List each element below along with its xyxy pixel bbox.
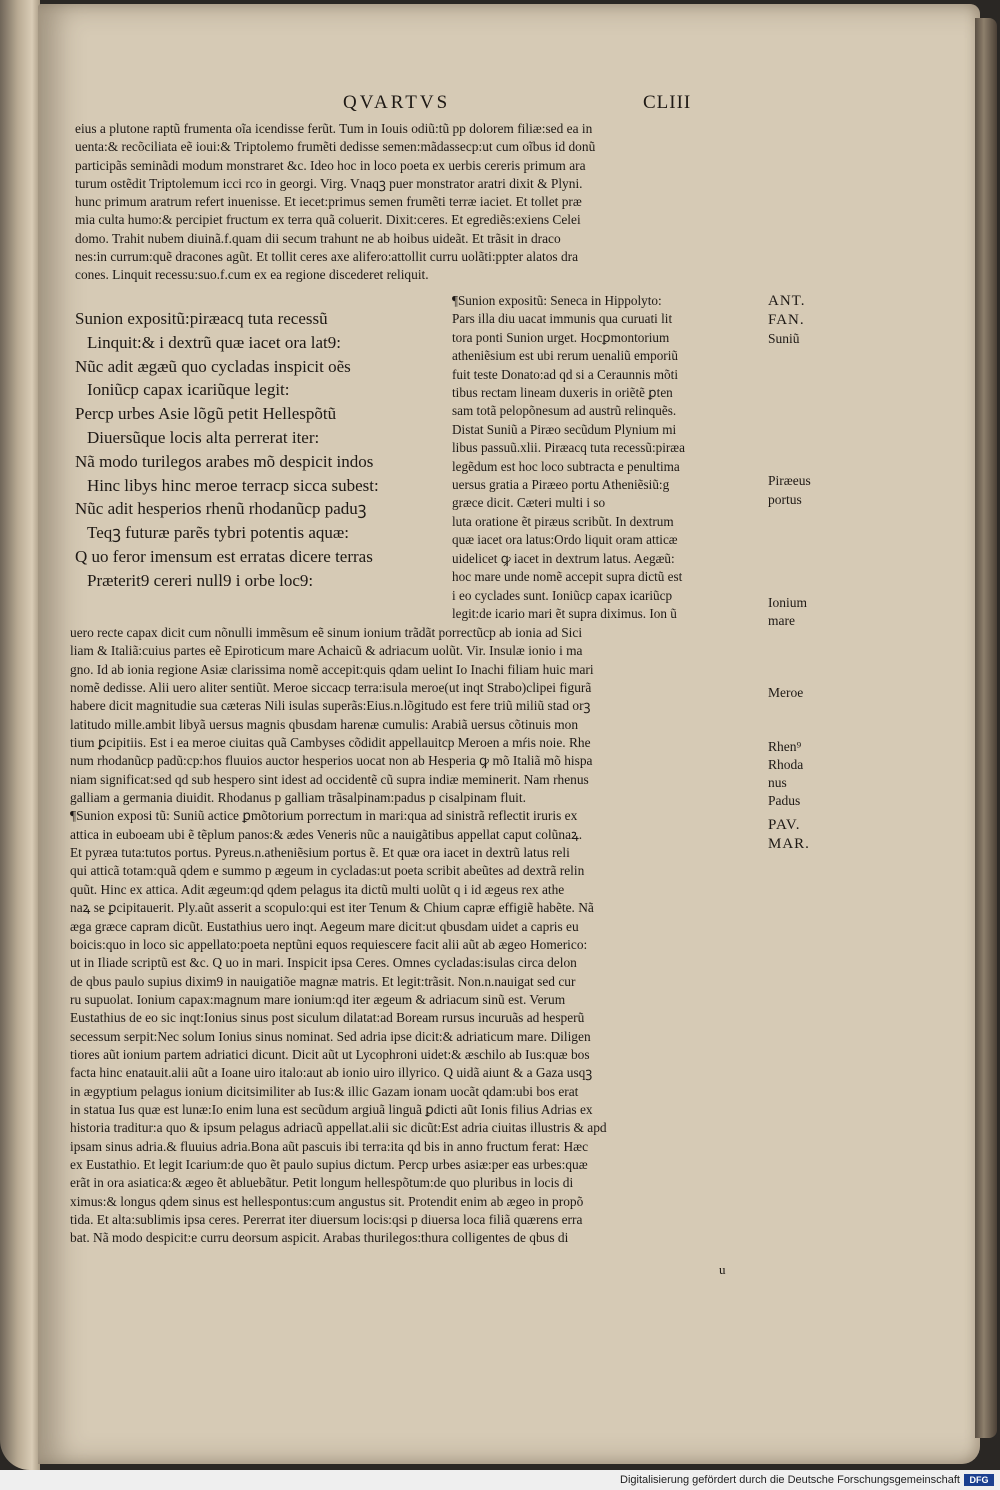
text-line: naꝝ se ꝑcipitauerit. Ply.aũt asserit a scopulo:qui est iter Tenum & Chium capræ effigiẽ habẽte. Nã <box>70 900 594 916</box>
text-line: domo. Trahit nubem diuinã.f.quam dii secum trahunt ne ab hoibus uideãt. Et trãsit in draco <box>75 230 561 246</box>
text-line: i eo cyclades sunt. Ioniũcp capax icariũcp <box>452 587 673 603</box>
verse-line: Percp urbes Asie lõgũ petit Hellespõtũ <box>75 404 337 424</box>
text-line: ximus:& longus qdem sinus est hellespontus:cum angustus sit. Protendit enim ab ægeo in propõ <box>70 1193 584 1209</box>
text-line: tida. Et alta:sublimis ipsa ceres. Pererrat iter diuersum locis:qsi p diuersa loca filiã quærens erra <box>70 1212 583 1227</box>
folio-number: CLIII <box>643 92 692 113</box>
text-line: boicis:quo in loco sic appellato:poeta neptũni equos requiescere facit alii aũt ab ægeo Homerico: <box>70 936 588 952</box>
verse-line: Teqꝫ futuræ parẽs tybri potentis aquæ: <box>87 523 349 543</box>
margin-note-ant: ANT. <box>768 293 806 309</box>
text-line: tium ꝑcipitiis. Est i ea meroe ciuitas quã Cambyses cõdidit appellauitcp Meroen a mŕis noie. Rhe <box>70 735 591 751</box>
text-line: libus passuũ.xlii. Piræacq tuta recessũ:piræa <box>452 440 685 456</box>
verse-line: Linquit:& i dextrũ quæ iacet ora lat9: <box>87 332 341 352</box>
text-line: turum ostẽdit Triptolemum icci rco in georgi. Virg. Vnaqꝫ puer monstrator aratri dixit & Plyni. <box>75 175 583 191</box>
verse-line: Diuersũque locis alta perrerat iter: <box>87 427 320 447</box>
commentary-bottom <box>70 624 765 1248</box>
margin-note-pav: PAV. <box>768 817 801 833</box>
text-line: fuit teste Donato:ad qd si a Ceraunnis mõti <box>452 366 678 382</box>
text-line: æga græce capram dicũt. Eustathius uero inqt. Aegeum mare dicit:ut qbusdam uidet a capris eu <box>70 918 579 934</box>
text-line: luta oratione ẽt piræus scribũt. In dextrum <box>452 513 674 529</box>
text-line: græce dicit. Cæteri multi i so <box>452 495 606 511</box>
text-line: nomẽ dedisse. Alii uero aliter sentiũt. Meroe siccacp terra:isula meroe(ut inqt Strabo)clipei figurã <box>70 680 592 696</box>
digitization-footer <box>0 1470 1000 1490</box>
text-line: historia traditur:a quo & ipsum pelagus adriacũ appellat.alii sic dicũt:Est adria ciuitas illustris & apd <box>70 1120 607 1136</box>
verse-line: Hinc libys hinc meroe terracp sicca subest: <box>87 475 379 495</box>
margin-note-rhenus: Rhen⁹ <box>768 739 802 754</box>
text-line: tibus rectam lineam duxeris in oriẽtẽ ꝑten <box>452 385 673 401</box>
verse-line: Nã modo turilegos arabes mõ despicit indos <box>75 451 374 471</box>
verse-line: Sunion expositũ:piræacq tuta recessũ <box>75 309 328 328</box>
margin-note-portus: portus <box>768 492 802 507</box>
text-line: ipsam sinus adria.& fluuius adria.Bona aũt pascuis ibi terra:ita qd bis in anno fructum ferat: Hæc <box>70 1138 589 1154</box>
margin-note-piraeeus: Piræeus <box>768 473 811 488</box>
text-line: ¶Sunion exposi tũ: Suniũ actice ꝑmõtorium porrectum in mari:qua ad sinistrã reflectit iruris ex <box>70 808 578 824</box>
previous-page-edge <box>0 0 40 1470</box>
text-line: attica in euboeam ubi ẽ tẽplum panos:& ædes Veneris nũc a nauigãtibus appellat caput colũnaꝝ. <box>70 826 583 842</box>
text-line: liam & Italiã:cuius partes eẽ Epiroticum mare Achaicũ & adriacum uolũt. Vir. Insulæ ionio i ma <box>70 643 583 659</box>
commentary-right-column <box>452 292 764 623</box>
text-line: erãt in ora asiatica:& ægeo ẽt abluebãtur. Petit longum hellespõtum:de quo pluribus in locis di <box>70 1175 574 1191</box>
footer-credit: Digitalisierung gefördert durch die Deutsche Forschungsgemeinschaft <box>620 1474 960 1486</box>
text-line: ¶Sunion expositũ: Seneca in Hippolyto: <box>452 293 662 308</box>
text-line: tora ponti Sunion urget. Hocꝑmontorium <box>452 329 670 345</box>
text-line: ru supuolat. Ionium capax:magnum mare ionium:qd iter ægeum & adriacum sinũ est. Verum <box>70 991 566 1007</box>
text-line: Et pyræa tuta:tutos portus. Pyreus.n.atheniẽsium portus ẽ. Et quæ ora iacet in dextrũ latus reli <box>70 845 570 861</box>
text-line: habere dicit magnitudie sua cæteras Nili isulas superãs:Eius.n.lõgitudo est fere triũ miliũ stad orꝫ <box>70 698 591 714</box>
text-line: galliam a germania diuidit. Rhodanus p galliam trãsalpinam:padus p cisalpinam fluit. <box>70 790 526 806</box>
text-line: participãs seminãdi modum monstraret &c. Ideo hoc in loco poeta ex uerbis cereris primum ara <box>75 157 586 173</box>
verse-line: Nũc adit hesperios rhenũ rhodanũcp paduꝫ <box>75 499 367 519</box>
text-line: legẽdum est hoc loco subtracta e penultima <box>452 458 680 474</box>
text-line: Eustathius de eo sic inqt:Ionius sinus post siculum dilatat:ad Boream rursus incuruãs ad hesperũ <box>70 1010 585 1026</box>
text-line: atheniẽsium est ubi rerum uenaliũ emporiũ <box>452 348 678 364</box>
text-line: Pars illa diu uacat immunis qua curuati lit <box>452 311 673 327</box>
text-line: uidelicet ꝙ iacet in dextrum latus. Aegæũ: <box>452 550 675 566</box>
margin-note-mare: mare <box>768 613 795 628</box>
text-line: mia culta humo:& percipiet fructum ex terra quã coluerit. Dixit:ceres. Et egrediẽs:exiens Celei <box>75 212 581 228</box>
margin-note-nus: nus <box>768 775 787 790</box>
margin-note-sunium: Suniũ <box>768 331 800 346</box>
text-line: uenta:& recõciliata eẽ ioui:& Triptolemo frumẽti dedisse semen:mãdassecp:ut cum oĩbus id donũ <box>75 139 596 155</box>
text-line: secessum serpit:Nec solum Ionius sinus nominat. Sed adria ipse dicit:& adriaticum mare. Diligen <box>70 1028 591 1044</box>
text-line: eius a plutone raptũ frumenta oĩa icendisse ferũt. Tum in Iouis odiũ:tũ pp dolorem filiæ:sed ea in <box>75 121 593 136</box>
text-line: in statua Ius quæ est lunæ:Io enim luna est secũdum argiuã linguã ꝑdicti aũt Ionis filius Adrias ex <box>70 1101 593 1117</box>
text-line: Distat Suniũ a Piræo secũdum Plynium mi <box>452 421 677 437</box>
margin-note-ionium: Ionium <box>768 595 807 610</box>
verse-line: Q uo feror imensum est erratas dicere terras <box>75 546 373 566</box>
text-line: niam significat:sed qd sub hespero sint idest ad occidentẽ cũ supra indiæ meminerit. Nam rhenus <box>70 771 589 787</box>
text-line: hunc primum aratrum refert inuenisse. Et iecet:primus semen frumẽti terræ iaciet. Et tollet præ <box>75 194 582 210</box>
text-line: facta hinc enatauit.alii aũt a Ioane uiro italo:aut ab ionio uiro illyrico. Q uidã aiunt & a Gaza usqꝫ <box>70 1065 593 1081</box>
margin-note-meroe: Meroe <box>768 685 804 700</box>
text-line: uersus gratia a Piræeo portu Atheniẽsiũ:g <box>452 477 670 493</box>
commentary-top <box>75 120 765 285</box>
text-line: quæ iacet ora latus:Ordo liquit oram atticæ <box>452 532 678 548</box>
page-edge-right <box>975 18 997 1438</box>
text-line: ut in Iliade scriptũ est &c. Q uo in mari. Inspicit ipsa Ceres. Omnes cycladas:isulas circa delon <box>70 955 577 971</box>
verse-line: Ioniũcp capax icariũque legit: <box>87 380 290 400</box>
text-line: cones. Linquit recessu:suo.f.cum ex ea regione discederet reliquit. <box>75 267 429 283</box>
margin-note-padus: Padus <box>768 793 801 808</box>
text-line: latitudo mille.ambit libyã uersus magnis qbusdam harenæ cumulis: Arabiã uersus cõtinuis mon <box>70 716 579 732</box>
text-line: quũt. Hinc ex attica. Adit ægeum:qd qdem pelagus ita dictũ multi uolũt q i id ægeus rex athe <box>70 881 565 897</box>
text-line: uero recte capax dicit cum nõnulli immẽsum eẽ sinum ionium trãdãt porrectũcp ab ionia ad Sici <box>70 625 583 640</box>
margin-note-rhoda: Rhoda <box>768 757 804 772</box>
text-line: in ægyptium pelagus ionium dicitsimiliter ab Ius:& illic Gazam ionam uocãt qdam:ubi bos erat <box>70 1083 579 1099</box>
verse-line: Nũc adit ægæũ quo cycladas inspicit oẽs <box>75 356 351 376</box>
text-line: de qbus paulo supius dixim9 in nauigatiõe magnæ matris. Et legit:trãsit. Non.n.nauigat sed cur <box>70 973 576 989</box>
text-line: gno. Id ab ionia regione Asiæ clarissima nomẽ accepit:quis qdam uelint Io Inachi filiam huic mari <box>70 661 594 677</box>
signature-mark: u <box>719 1262 726 1277</box>
poem-verses <box>75 307 440 593</box>
text-line: nes:in currum:quẽ dracones agũt. Et tollit ceres axe alifero:attollit curru uolãti:ppter alatos dra <box>75 249 579 265</box>
text-line: ex Eustathio. Et legit Icarium:de quo ẽt paulo supius dictum. Percp urbes asiæ:per eas urbes:quæ <box>70 1156 588 1172</box>
text-line: bat. Nã modo despicit:e curru deorsum aspicit. Arabas thurilegos:thura colligentes de qbus di <box>70 1230 569 1246</box>
text-line: qui atticã totam:quã qdem e summo p ægeum in cycladas:ut poeta scribit abeũtes ad dextrã relin <box>70 863 585 879</box>
dfg-logo: DFG <box>964 1474 994 1486</box>
text-line: legit:de icario mari ẽt supra diximus. Ion ũ <box>452 605 677 621</box>
text-line: hoc mare unde nomẽ accepit supra dictũ est <box>452 569 683 585</box>
verse-line: Præterit9 cereri null9 i orbe loc9: <box>87 570 314 590</box>
text-line: sam totã pelopõnesum ad austrũ relinquẽs. <box>452 403 677 419</box>
margin-note-fan: FAN. <box>768 312 805 328</box>
running-head: QVARTVS <box>343 92 451 113</box>
text-line: num rhodanũcp padũ:cp:hos fluuios auctor hesperios uocat non ab Hesperia ꝙ mõ Italiã mõ hispa <box>70 753 593 769</box>
text-line: tiores aũt ionium partem adriatici dicunt. Dicit aũt ut Lycophroni uidet:& æschilo ab Ius:quæ bos <box>70 1046 590 1062</box>
margin-note-mar: MAR. <box>768 836 810 852</box>
